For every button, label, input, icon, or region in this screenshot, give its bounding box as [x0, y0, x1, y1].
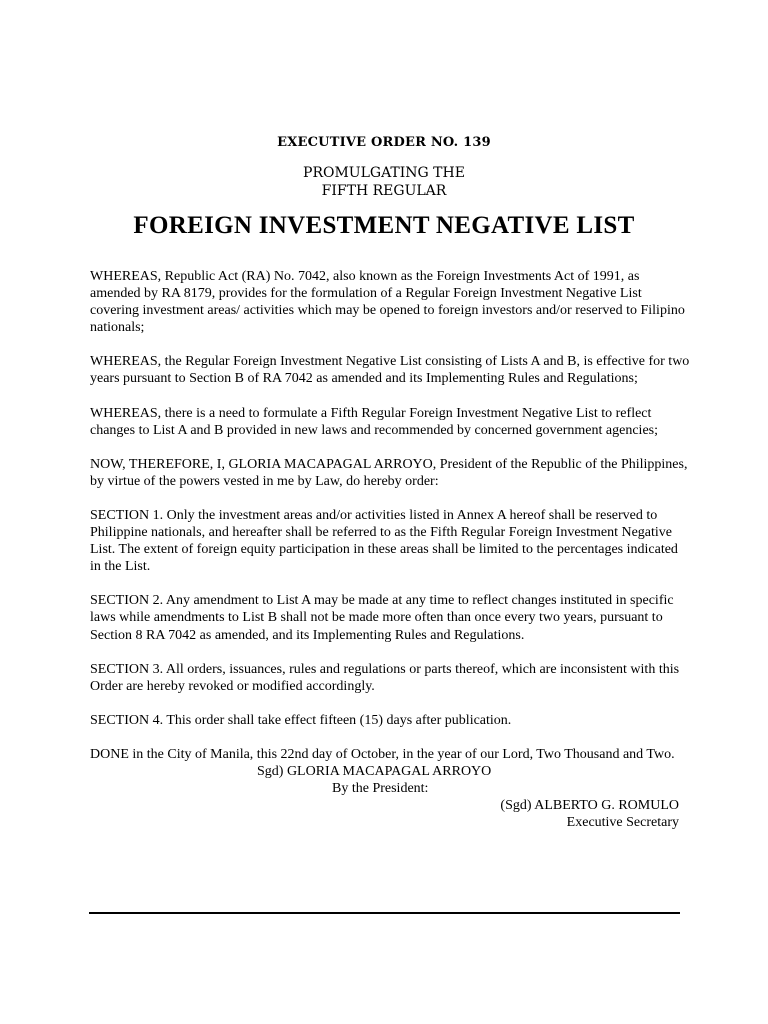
document-body: [90, 268, 690, 831]
footer-rule: [89, 912, 680, 914]
whereas-paragraph-2: WHEREAS, the Regular Foreign Investment Negative List consisting of Lists A and B, is effective for two years pursuant to Section B of RA 7042 as amended and its Implementing Rules and Regulations;: [90, 354, 690, 387]
section-2-paragraph: SECTION 2. Any amendment to List A may be made at any time to reflect changes instituted in specific laws while amendments to List B shall not be made more often than once every two years, pursuant to Section 8 RA 7042 as amended, and its Implementing Rules and Regulations.: [90, 593, 674, 643]
whereas-paragraph-1: WHEREAS, Republic Act (RA) No. 7042, also known as the Foreign Investments Act of 1991, as amended by RA 8179, provides for the formulation of a Regular Foreign Investment Negative List covering investment areas/ activities which may be opened to foreign investors and/or reserved to Filipino nationals;: [90, 269, 685, 336]
subtitle: [0, 164, 768, 200]
section-4-paragraph: SECTION 4. This order shall take effect fifteen (15) days after publication.: [90, 712, 512, 728]
whereas-paragraph-3: WHEREAS, there is a need to formulate a Fifth Regular Foreign Investment Negative List to reflect changes to List A and B provided in new laws and recommended by concerned government agencies;: [90, 405, 658, 438]
subtitle-line-2: FIFTH REGULAR: [321, 183, 447, 199]
president-signature: Sgd) GLORIA MACAPAGAL ARROYO: [257, 763, 492, 779]
now-therefore-paragraph: NOW, THEREFORE, I, GLORIA MACAPAGAL ARROYO, President of the Republic of the Philippines, by virtue of the powers vested in me by Law, do hereby order:: [90, 456, 688, 489]
subtitle-line-1: PROMULGATING THE: [303, 165, 465, 181]
by-the-president: By the President:: [332, 781, 429, 797]
document-title: FOREIGN INVESTMENT NEGATIVE LIST: [133, 212, 635, 239]
order-number: EXECUTIVE ORDER NO. 139: [277, 135, 491, 150]
section-1-paragraph: SECTION 1. Only the investment areas and/or activities listed in Annex A hereof shall be reserved to Philippine nationals, and hereafter shall be referred to as the Fifth Regular Foreign Investment Negative List. The extent of foreign equity participation in these areas shall be limited to the percentages indicated in the List.: [90, 507, 678, 575]
secretary-title: Executive Secretary: [566, 815, 679, 831]
secretary-signature: (Sgd) ALBERTO G. ROMULO: [500, 798, 679, 814]
section-3-paragraph: SECTION 3. All orders, issuances, rules and regulations or parts thereof, which are inconsistent with this Order are hereby revoked or modified accordingly.: [90, 661, 680, 694]
done-paragraph: DONE in the City of Manila, this 22nd day of October, in the year of our Lord, Two Thousand and Two.: [90, 746, 675, 762]
